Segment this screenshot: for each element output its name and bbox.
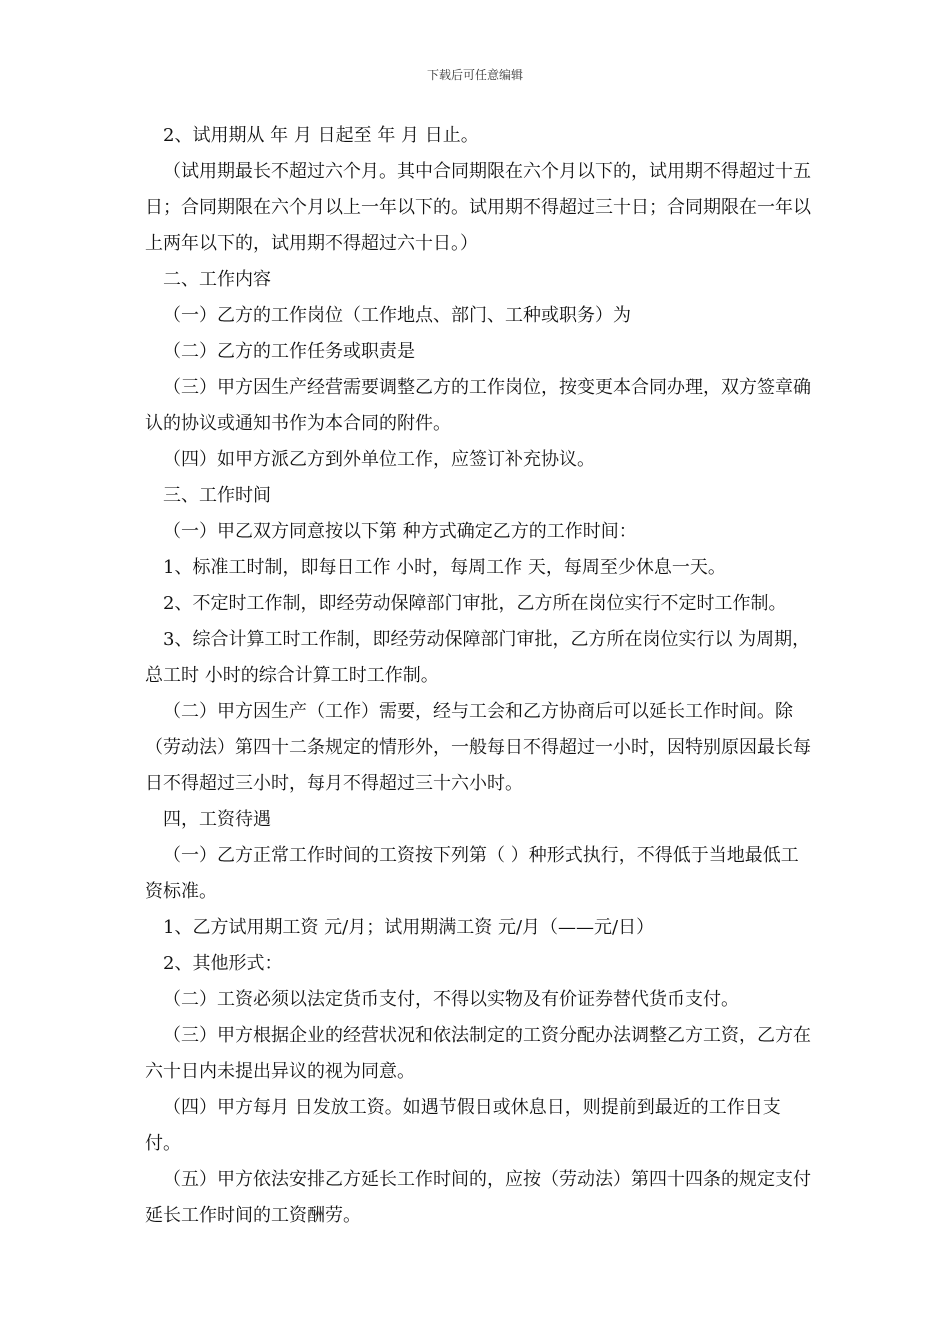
paragraph-overtime: （二）甲方因生产（工作）需要，经与工会和乙方协商后可以延长工作时间。除（劳动法）第四十二条规定的情形外，一般每日不得超过一小时，因特别原因最长每日不得超过三小时，每月不得超过三十六小时。 [145,701,811,794]
paragraph-post-adjustment: （三）甲方因生产经营需要调整乙方的工作岗位，按变更本合同办理，双方签章确认的协议或通知书作为本合同的附件。 [145,377,811,434]
paragraph-external-assignment: （四）如甲方派乙方到外单位工作，应签订补充协议。 [163,449,595,470]
paragraph-pay-day: （四）甲方每月 日发放工资。如遇节假日或休息日，则提前到最近的工作日支付。 [145,1097,781,1154]
paragraph-currency-payment: （二）工资必须以法定货币支付，不得以实物及有价证券替代货币支付。 [163,989,739,1010]
paragraph-comprehensive-hours: 3、综合计算工时工作制，即经劳动保障部门审批，乙方所在岗位实行以 为周期，总工时 小时的综合计算工时工作制。 [145,629,811,686]
paragraph-wage-form: （一）乙方正常工作时间的工资按下列第（ ）种形式执行，不得低于当地最低工资标准。 [145,845,799,902]
paragraph-probation-dates: 2、试用期从 年 月 日起至 年 月 日止。 [163,125,479,146]
paragraph-hours-method: （一）甲乙双方同意按以下第 种方式确定乙方的工作时间： [163,521,637,542]
paragraph-probation-limits: （试用期最长不超过六个月。其中合同期限在六个月以下的，试用期不得超过十五日；合同期限在六个月以上一年以下的。试用期不得超过三十日；合同期限在一年以上两年以下的，试用期不得超过六十日。） [145,161,811,254]
paragraph-other-form: 2、其他形式： [163,953,283,974]
paragraph-work-post: （一）乙方的工作岗位（工作地点、部门、工种或职务）为 [163,305,631,326]
section-heading-work-content: 二、工作内容 [163,269,271,290]
paragraph-probation-wage: 1、乙方试用期工资 元/月；试用期满工资 元/月（——元/日） [163,917,655,938]
paragraph-standard-hours: 1、标准工时制，即每日工作 小时，每周工作 天，每周至少休息一天。 [163,557,726,578]
paragraph-work-duties: （二）乙方的工作任务或职责是 [163,341,415,362]
section-heading-work-hours: 三、工作时间 [163,485,271,506]
section-heading-wages: 四，工资待遇 [163,809,271,830]
header-note: 下载后可任意编辑 [426,68,523,82]
paragraph-wage-adjustment: （三）甲方根据企业的经营状况和依法制定的工资分配办法调整乙方工资，乙方在六十日内未提出异议的视为同意。 [145,1025,811,1082]
paragraph-flexible-hours: 2、不定时工作制，即经劳动保障部门审批，乙方所在岗位实行不定时工作制。 [163,593,787,614]
document-body [145,118,815,1234]
paragraph-overtime-pay: （五）甲方依法安排乙方延长工作时间的，应按（劳动法）第四十四条的规定支付延长工作时间的工资酬劳。 [145,1169,811,1226]
